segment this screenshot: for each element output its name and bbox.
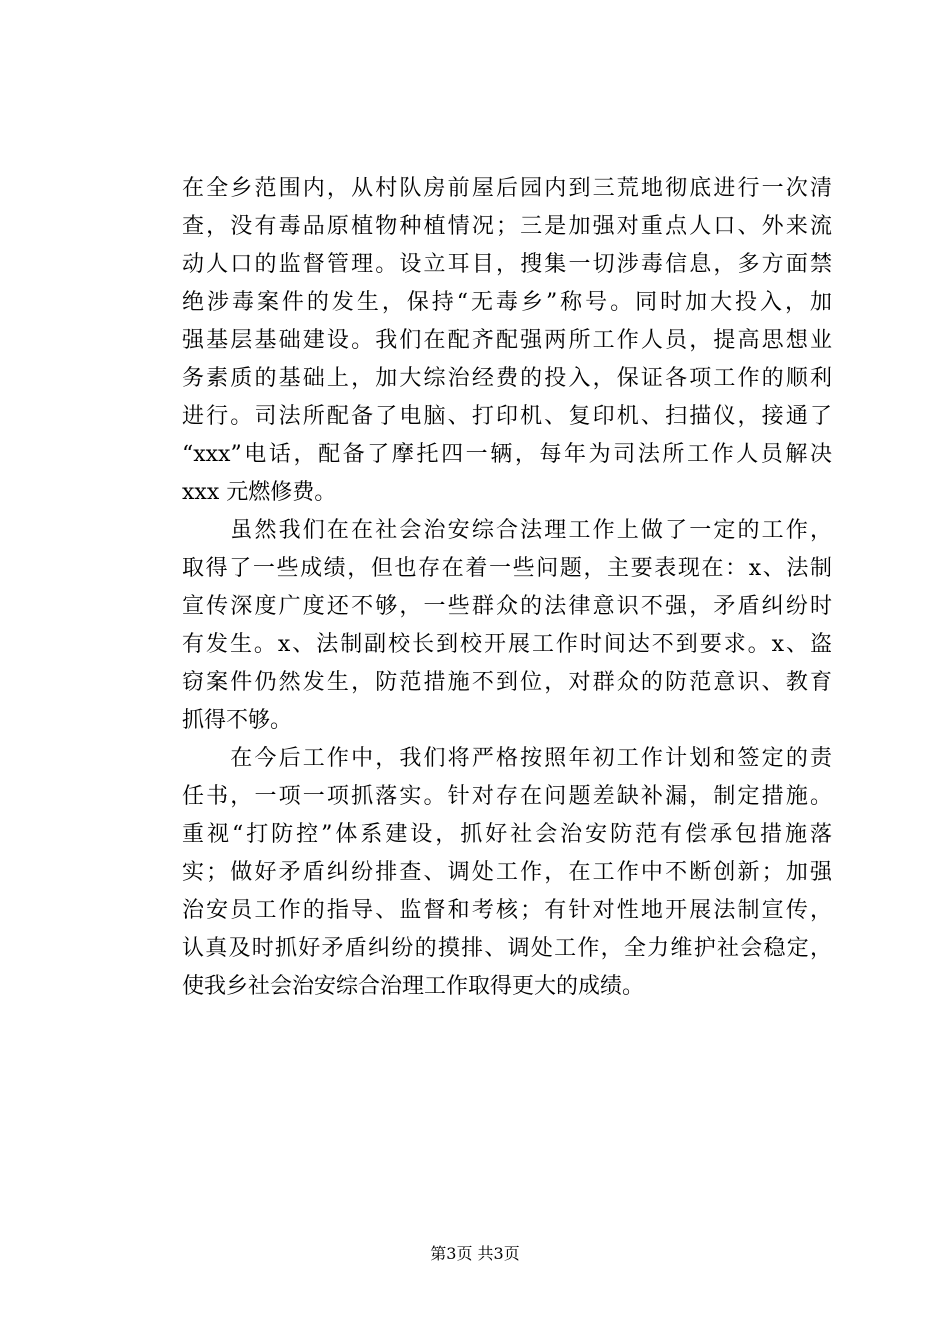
paragraph-1-line-1: 在全乡范围内，从村队房前屋后园内到三荒地彻底进行一次清 [182, 176, 832, 201]
paragraph-2-line-1: 虽然我们在在社会治安综合法理工作上做了一定的工作， [182, 518, 832, 543]
paragraph-2-line-6: 抓得不够。 [182, 708, 293, 733]
paragraph-1-line-6: 务素质的基础上，加大综治经费的投入，保证各项工作的顺利 [182, 366, 832, 391]
paragraph-3-line-5: 治安员工作的指导、监督和考核；有针对性地开展法制宣传， [182, 898, 832, 923]
paragraph-2-line-2: 取得了一些成绩，但也存在着一些问题，主要表现在：x、法制 [182, 556, 832, 581]
paragraph-1-line-9: xxx 元燃修费。 [182, 480, 337, 505]
paragraph-3-line-3: 重视“打防控”体系建设，抓好社会治安防范有偿承包措施落 [182, 822, 832, 847]
paragraph-2-line-5: 窃案件仍然发生，防范措施不到位，对群众的防范意识、教育 [182, 670, 832, 695]
paragraph-3-line-4: 实；做好矛盾纠纷排查、调处工作，在工作中不断创新；加强 [182, 860, 832, 885]
paragraph-1-line-3: 动人口的监督管理。设立耳目，搜集一切涉毒信息，多方面禁 [182, 252, 832, 277]
paragraph-1-line-4: 绝涉毒案件的发生，保持“无毒乡”称号。同时加大投入，加 [182, 290, 832, 315]
paragraph-3-line-7: 使我乡社会治安综合治理工作取得更大的成绩。 [182, 974, 645, 999]
page-footer: 第3页 共3页 [430, 1244, 520, 1263]
paragraph-1-line-7: 进行。司法所配备了电脑、打印机、复印机、扫描仪，接通了 [182, 404, 832, 429]
paragraph-3-line-1: 在今后工作中，我们将严格按照年初工作计划和签定的责 [182, 746, 832, 771]
paragraph-3-line-6: 认真及时抓好矛盾纠纷的摸排、调处工作，全力维护社会稳定， [182, 936, 832, 961]
paragraph-1-line-2: 查，没有毒品原植物种植情况；三是加强对重点人口、外来流 [182, 214, 832, 239]
paragraph-2-line-4: 有发生。x、法制副校长到校开展工作时间达不到要求。x、盗 [182, 632, 832, 657]
paragraph-2-line-3: 宣传深度广度还不够，一些群众的法律意识不强，矛盾纠纷时 [182, 594, 832, 619]
paragraph-1-line-8: “xxx”电话，配备了摩托四一辆，每年为司法所工作人员解决 [182, 442, 832, 467]
paragraph-1-line-5: 强基层基础建设。我们在配齐配强两所工作人员，提高思想业 [182, 328, 832, 353]
paragraph-3-line-2: 任书，一项一项抓落实。针对存在问题差缺补漏，制定措施。 [182, 784, 832, 809]
